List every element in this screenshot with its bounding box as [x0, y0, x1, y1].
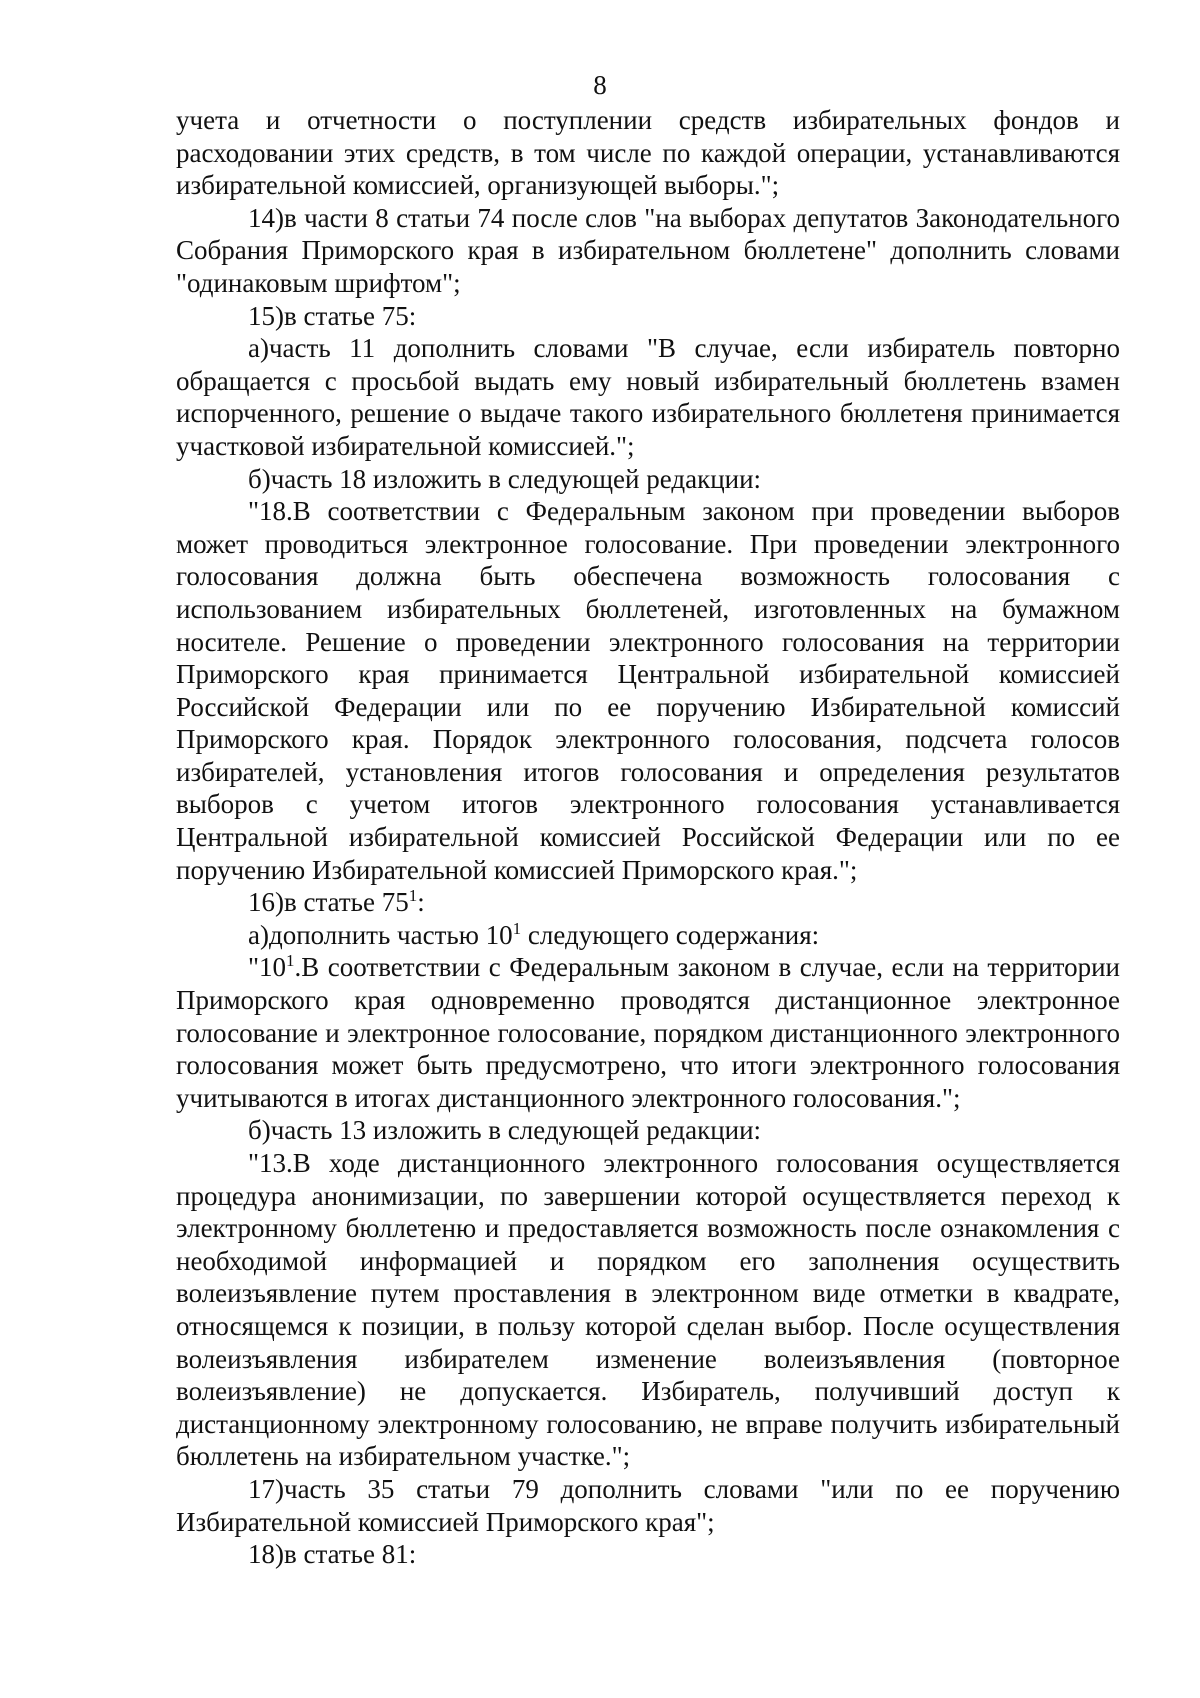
- document-body: [176, 104, 1120, 1571]
- superscript: 1: [512, 918, 522, 938]
- text-run: :: [417, 887, 425, 918]
- paragraph-item-17: 17)часть 35 статьи 79 дополнить словами "или по ее поручению Избирательной комиссией Приморского края";: [176, 1473, 1120, 1537]
- paragraph-quote-part-18: "18.В соответствии с Федеральным законом при проведении выборов может проводиться электронное голосование. При проведении электронного голосования должна быть обеспечена возможность голосования с использованием избирательных бюллетеней, изготовленных на бумажном носителе. Решение о проведении электронного голосования на территории Приморского края принимается Центральной избирательной комиссией Российской Федерации или по ее поручению Избирательной комиссий Приморского края. Порядок электронного голосования, подсчета голосов избирателей, установления итогов голосования и определения результатов выборов с учетом итогов электронного голосования устанавливается Центральной избирательной комиссией Российской Федерации или по ее поручению Избирательной комиссией Приморского края.";: [176, 496, 1120, 885]
- text-run: 16)в статье 75: [248, 887, 409, 918]
- paragraph-continuation: учета и отчетности о поступлении средств избирательных фондов и расходовании этих средств, в том числе по каждой операции, устанавливаются избирательной комиссией, организующей выборы.";: [176, 105, 1120, 201]
- text-run: а)дополнить частью 10: [248, 919, 513, 950]
- paragraph-item-16b: б)часть 13 изложить в следующей редакции:: [248, 1115, 762, 1146]
- paragraph-item-15a: а)часть 11 дополнить словами "В случае, если избиратель повторно обращается с просьбой выдать ему новый избирательный бюллетень взамен испорченного, решение о выдаче такого избирательного бюллетеня принимается участковой избирательной комиссией.";: [176, 333, 1120, 461]
- paragraph-quote-part-10-1: [176, 951, 1120, 1114]
- paragraph-item-14: 14)в части 8 статьи 74 после слов "на выборах депутатов Законодательного Собрания Приморского края в избирательном бюллетене" дополнить словами "одинаковым шрифтом";: [176, 202, 1120, 298]
- superscript: 1: [286, 951, 295, 971]
- paragraph-item-16a: [176, 919, 1120, 952]
- paragraph-item-16: [176, 886, 1120, 919]
- paragraph-item-15b: б)часть 18 изложить в следующей редакции:: [248, 463, 762, 494]
- paragraph-quote-part-13: "13.В ходе дистанционного электронного голосования осуществляется процедура анонимизации, по завершении которой осуществляется переход к электронному бюллетеню и предоставляется возможность после ознакомления с необходимой информацией и порядком его заполнения осуществить волеизъявление путем проставления в электронном виде отметки в квадрате, относящемся к позиции, в пользу которой сделан выбор. После осуществления волеизъявления избирателем изменение волеизъявления (повторное волеизъявление) не допускается. Избиратель, получивший доступ к дистанционному электронному голосованию, не вправе получить избирательный бюллетень на избирательном участке.";: [176, 1148, 1120, 1472]
- text-run: .В соответствии с Федеральным законом в случае, если на территории Приморского края одновременно проводятся дистанционное электронное голосование и электронное голосование, порядком дистанционного электронного голосования может быть предусмотрено, что итоги электронного голосования учитываются в итогах дистанционного электронного голосования.";: [176, 952, 1120, 1113]
- superscript: 1: [408, 886, 418, 906]
- text-run: "10: [248, 952, 287, 983]
- text-run: следующего содержания:: [521, 919, 820, 950]
- paragraph-item-15: 15)в статье 75:: [248, 300, 417, 331]
- paragraph-item-18: 18)в статье 81:: [248, 1539, 417, 1570]
- page-number: 8: [593, 70, 607, 100]
